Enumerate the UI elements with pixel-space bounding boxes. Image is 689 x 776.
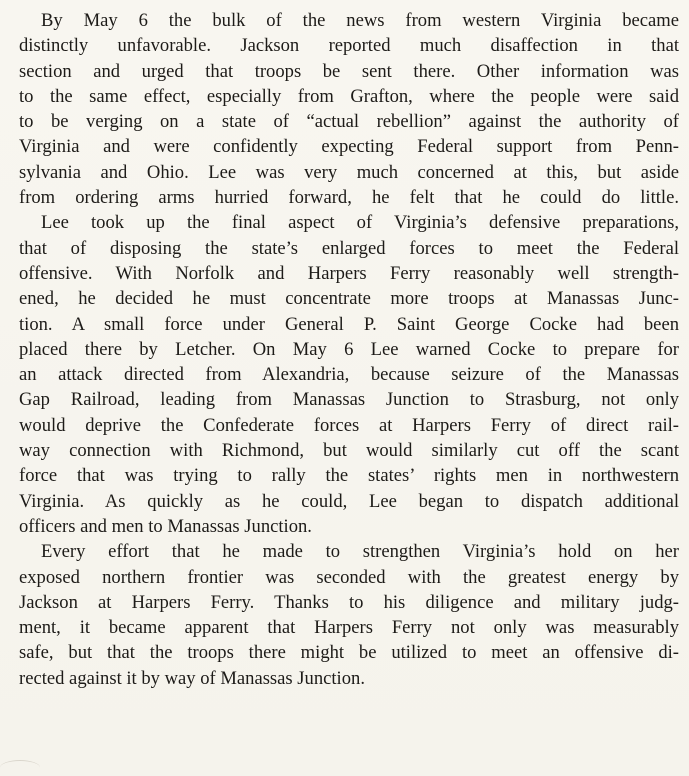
text-line: By May 6 the bulk of the news from western Virginia became [41,10,679,31]
text-line: distinctly unfavorable. Jackson reported much disaffection in that [19,35,679,57]
text-line: placed there by Letcher. On May 6 Lee warned Cocke to prepare for [19,338,679,360]
text-line: tion. A small force under General P. Saint George Cocke had been [19,313,679,335]
text-line: section and urged that troops be sent there. Other information was [19,60,679,82]
text-line: Every effort that he made to strengthen Virginia’s hold on her [41,541,679,563]
text-line: offensive. With Norfolk and Harpers Ferry reasonably well strength- [19,262,679,284]
text-line: Virginia. As quickly as he could, Lee began to dispatch additional [19,490,679,512]
text-line: from ordering arms hurried forward, he felt that he could do little. [19,187,679,209]
page-edge-mark [0,760,40,775]
text-line: officers and men to Manassas Junction. [19,515,312,537]
text-line: rected against it by way of Manassas Junction. [19,667,365,689]
text-line: ened, he decided he must concentrate more troops at Manassas Junc- [19,288,679,310]
text-line: sylvania and Ohio. Lee was very much concerned at this, but aside [19,161,679,183]
text-line: an attack directed from Alexandria, because seizure of the Manassas [19,364,679,386]
text-line: Jackson at Harpers Ferry. Thanks to his diligence and military judg- [19,591,679,613]
text-line: force that was trying to rally the states’ rights men in northwestern [19,465,679,487]
text-line: safe, but that the troops there might be utilized to meet an offensive di- [19,642,679,664]
text-line: ment, it became apparent that Harpers Ferry not only was measurably [19,617,679,639]
text-line: Virginia and were confidently expecting Federal support from Penn- [19,136,679,158]
text-line: exposed northern frontier was seconded with the greatest energy by [19,566,679,588]
text-line: Gap Railroad, leading from Manassas Junction to Strasburg, not only [19,389,679,411]
text-line: to the same effect, especially from Grafton, where the people were said [19,85,679,107]
body-text [19,8,679,691]
text-line: would deprive the Confederate forces at Harpers Ferry of direct rail- [19,414,679,436]
text-line: way connection with Richmond, but would similarly cut off the scant [19,440,679,462]
text-line: to be verging on a state of “actual rebellion” against the authority of [19,111,679,133]
text-line: Lee took up the final aspect of Virginia’s defensive preparations, [41,212,679,234]
text-line: that of disposing the state’s enlarged forces to meet the Federal [19,237,679,259]
